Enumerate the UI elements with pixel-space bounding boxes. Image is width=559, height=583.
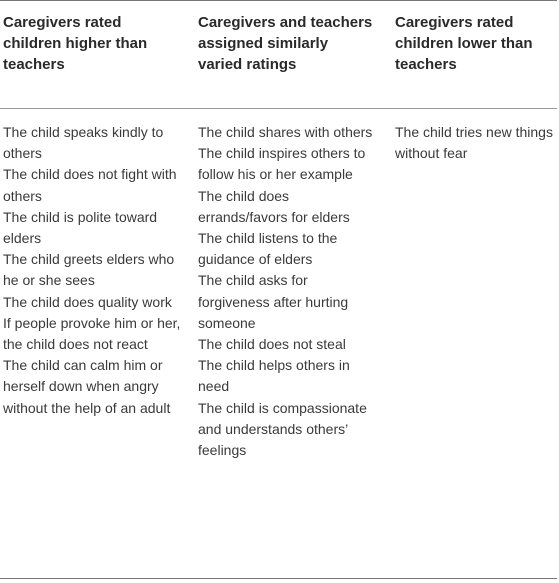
list-item: The child does quality work [3,293,172,310]
column-higher [3,122,183,419]
list-item: The child does not fight with others [3,166,177,204]
list-item: The child tries new things without fear [395,124,553,162]
list-item: The child inspires others to follow his or her example [198,145,366,183]
list-item: The child shares with others [198,124,373,140]
column-header-lower: Caregivers rated children lower than teachers [395,14,533,73]
column-header-similar: Caregivers and teachers assigned similarly varied ratings [198,14,373,73]
list-item: The child does not steal [198,336,346,353]
table-bottom-rule [0,578,557,579]
list-item: The child speaks kindly to others [3,124,164,162]
table-top-rule [0,0,557,1]
list-item: The child is compassionate and understands others’ feelings [198,399,367,459]
list-item: The child helps others in need [198,357,350,395]
column-similar [198,122,373,461]
header-divider-rule [0,108,557,109]
list-item: If people provoke him or her, the child does not react [3,314,181,353]
list-item: The child asks for forgiveness after hurting someone [198,272,349,331]
list-item: The child is polite toward elders [3,208,158,247]
list-item: The child does errands/favors for elders [198,187,350,225]
list-item: The child can calm him or herself down when angry without the help of an adult [3,357,171,416]
column-lower [395,122,555,164]
column-header-higher: Caregivers rated children higher than teachers [3,14,148,73]
list-item: The child greets elders who he or she sees [3,251,175,289]
list-item: The child listens to the guidance of elders [198,230,338,268]
